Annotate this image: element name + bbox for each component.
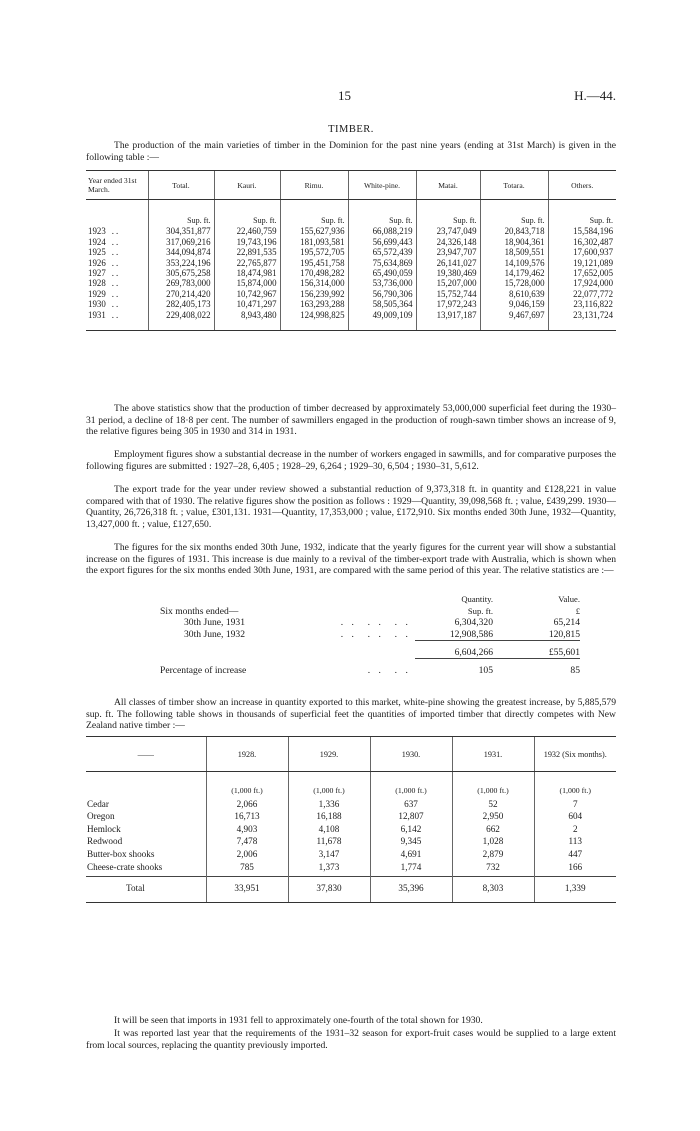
- value-cell: 6,142: [370, 823, 452, 836]
- total-cell: 35,396: [370, 877, 452, 903]
- value-cell: [348, 278, 416, 288]
- total-cell: 8,303: [452, 877, 534, 903]
- leader-dots: ..: [111, 226, 121, 237]
- unit-cell: Sup. ft.: [280, 200, 348, 227]
- cell-text: 1927: [88, 268, 106, 279]
- percentage-quantity: 105: [478, 664, 493, 676]
- paragraph-imports-fell: It will be seen that imports in 1931 fell to approximately one-fourth of the total shown for 1930.: [114, 1015, 483, 1026]
- cell-text: 15,584,196: [573, 226, 613, 237]
- value-cell: [416, 299, 480, 309]
- value-header: Value.: [558, 594, 580, 604]
- imports-table: [86, 736, 616, 903]
- value-cell: 1,028: [452, 835, 534, 848]
- value-cell: [280, 310, 348, 331]
- value-cell: [148, 278, 214, 288]
- value-cell: [416, 289, 480, 299]
- value-cell: 16,188: [288, 810, 370, 823]
- year-cell: [86, 268, 148, 278]
- total-quantity: 6,604,266: [454, 646, 493, 658]
- unit-cell: Sup. ft.: [148, 200, 214, 227]
- value-cell: 1,336: [288, 798, 370, 811]
- quantity-unit: Sup. ft.: [467, 605, 493, 616]
- cell-text: 56,790,306: [372, 288, 413, 299]
- value-cell: [348, 226, 416, 236]
- total-cell: 1,339: [534, 877, 616, 903]
- cell-text: 19,743,196: [236, 236, 277, 247]
- unit-cell: [86, 772, 206, 798]
- unit-cell: Sup. ft.: [548, 200, 616, 227]
- table-row: [86, 289, 616, 299]
- cell-text: 124,998,825: [300, 309, 345, 320]
- table-row: [86, 226, 616, 236]
- unit-cell: Sup. ft.: [480, 200, 548, 227]
- value-cell: [480, 247, 548, 257]
- cell-text: 1923: [88, 226, 106, 237]
- value-cell: [148, 226, 214, 236]
- cell-text: 1930: [88, 299, 106, 310]
- table-row: [86, 278, 616, 288]
- document-reference: H.—44.: [574, 88, 616, 103]
- unit-cell: Sup. ft.: [214, 200, 280, 227]
- value-cell: 2,950: [452, 810, 534, 823]
- cell-text: 23,131,724: [573, 309, 613, 320]
- col-1930: 1930.: [370, 737, 452, 772]
- cell-text: 163,293,288: [300, 299, 345, 310]
- leader-dots: ..: [111, 268, 121, 279]
- value-cell: [148, 310, 214, 331]
- value-cell: [214, 310, 280, 331]
- value-cell: [548, 289, 616, 299]
- table-row: [86, 848, 616, 861]
- value-cell: [480, 258, 548, 268]
- col-item: ——: [86, 737, 206, 772]
- paragraph-fruit-cases: It was reported last year that the requirements of the 1931–32 season for export-fruit cases would be supplied to a large extent from local sources, replacing the quantity previously imported.: [86, 1028, 616, 1051]
- period: 30th June, 1931: [184, 617, 246, 628]
- value-cell: [148, 247, 214, 257]
- six-months-totals: [160, 647, 580, 659]
- value-cell: [148, 258, 214, 268]
- col-1932: 1932 (Six months).: [534, 737, 616, 772]
- cell-text: 18,474,981: [236, 268, 277, 279]
- value-cell: [548, 299, 616, 309]
- table-row: [86, 258, 616, 268]
- paragraph-imports: All classes of timber show an increase in quantity exported to this market, white-pine showing the greatest increase, by 5,885,579 sup. ft. The following table shows in thousands of superficial feet the quantities of imported timber that directly competes with New Zealand native timber :—: [86, 697, 616, 732]
- value-cell: [280, 289, 348, 299]
- unit-cell: (1,000 ft.): [370, 772, 452, 798]
- cell-text: 22,460,759: [236, 226, 277, 237]
- cell-text: 195,451,758: [300, 257, 345, 268]
- value-cell: [280, 226, 348, 236]
- cell-text: 56,699,443: [372, 236, 413, 247]
- unit-row: [86, 200, 616, 227]
- cell-text: 170,498,282: [300, 268, 345, 279]
- six-months-label: Six months ended—: [160, 605, 239, 617]
- year-cell: [86, 226, 148, 236]
- value-cell: 447: [534, 848, 616, 861]
- cell-text: 181,093,581: [300, 236, 345, 247]
- value-cell: 604: [534, 810, 616, 823]
- unit-cell: (1,000 ft.): [452, 772, 534, 798]
- paragraph-six-months: The figures for the six months ended 30th June, 1932, indicate that the yearly figures for the current year will show a substantial increase on the figures of 1931. This increase is due mainly to a revival of the timber-export trade with Australia, which is shown when the export figures for the six months ended 30th June, 1931, are compared with the same period of this year. The relative statistics are :—: [86, 542, 616, 577]
- year-cell: [86, 310, 148, 331]
- cell-text: 304,351,877: [166, 226, 211, 237]
- paragraph-export: The export trade for the year under review showed a substantial reduction of 9,373,318 ft. in quantity and £128,221 in value compared with that of 1930. The relative figures show the position as follows : 1929—Quantity, 39,098,568 ft. ; value, £439,299. 1930—Quantity, 26,726,318 ft. ; value, £301,131. 1931—Quantity, 17,353,000 ; value, £172,910. Six months ended 30th June, 1932—Quantity, 13,427,000 ft. ; value, £127,650.: [86, 484, 616, 530]
- value-cell: [480, 226, 548, 236]
- leader-dots: ..: [111, 309, 121, 320]
- cell-text: 22,765,877: [236, 257, 277, 268]
- value-cell: [416, 310, 480, 331]
- cell-text: 15,752,744: [436, 288, 477, 299]
- value-cell: [214, 237, 280, 247]
- value-cell: [548, 226, 616, 236]
- cell-text: 13,917,187: [436, 309, 477, 320]
- value-cell: [416, 237, 480, 247]
- value-cell: [348, 247, 416, 257]
- cell-text: 156,314,000: [300, 278, 345, 289]
- year-cell: [86, 289, 148, 299]
- cell-text: 1929: [88, 288, 106, 299]
- cell-text: 17,652,005: [573, 268, 613, 279]
- value-cell: 2: [534, 823, 616, 836]
- value-cell: [148, 289, 214, 299]
- cell-text: 195,572,705: [300, 247, 345, 258]
- col-white-pine: White-pine.: [348, 171, 416, 200]
- col-1929: 1929.: [288, 737, 370, 772]
- value-cell: 2,066: [206, 798, 288, 811]
- item-cell: Hemlock: [87, 823, 121, 834]
- col-total: Total.: [148, 171, 214, 200]
- quantity-header: Quantity.: [461, 594, 493, 604]
- value-cell: [480, 268, 548, 278]
- quantity: 12,908,586: [449, 628, 493, 640]
- value-cell: 2,006: [206, 848, 288, 861]
- value-cell: [548, 258, 616, 268]
- value-cell: 637: [370, 798, 452, 811]
- cell-text: 23,947,707: [436, 247, 477, 258]
- value-cell: [480, 310, 548, 331]
- section-title: TIMBER.: [328, 124, 374, 135]
- cell-text: 15,874,000: [236, 278, 277, 289]
- cell-text: 58,505,364: [372, 299, 413, 310]
- cell-text: 66,088,219: [372, 226, 413, 237]
- value-cell: [416, 278, 480, 288]
- value-cell: [548, 247, 616, 257]
- total-label: Total: [86, 877, 206, 903]
- production-table-header: [86, 171, 616, 200]
- page-number: 15: [338, 88, 351, 103]
- percentage-value: 85: [570, 664, 580, 676]
- col-1931: 1931.: [452, 737, 534, 772]
- unit-cell: (1,000 ft.): [288, 772, 370, 798]
- value-cell: [348, 299, 416, 309]
- unit-cell: Sup. ft.: [416, 200, 480, 227]
- item-cell: Cedar: [87, 798, 109, 809]
- cell-text: 8,610,639: [509, 288, 545, 299]
- cell-text: 20,843,718: [504, 226, 545, 237]
- cell-text: 19,121,089: [573, 257, 613, 268]
- value-cell: [480, 299, 548, 309]
- cell-text: 305,675,258: [166, 268, 211, 279]
- year-cell: [86, 278, 148, 288]
- cell-text: 23,116,822: [573, 299, 613, 310]
- col-year: Year ended 31st March.: [86, 171, 148, 200]
- col-rimu: Rimu.: [280, 171, 348, 200]
- cell-text: 15,207,000: [436, 278, 477, 289]
- value-cell: 2,879: [452, 848, 534, 861]
- item-cell: Butter-box shooks: [87, 848, 155, 859]
- value-cell: [214, 258, 280, 268]
- cell-text: 10,471,297: [236, 299, 277, 310]
- value-cell: [348, 289, 416, 299]
- unit-row: [86, 772, 616, 798]
- cell-text: 17,600,937: [573, 247, 613, 258]
- leader-dots: ..: [111, 299, 121, 310]
- value-cell: 113: [534, 835, 616, 848]
- intro-paragraph: The production of the main varieties of timber in the Dominion for the past nine years (ending at 31st March) is given in the following table :—: [86, 140, 616, 163]
- cell-text: 16,302,487: [573, 236, 613, 247]
- item-cell: Oregon: [87, 811, 115, 822]
- cell-text: 17,924,000: [573, 278, 613, 289]
- year-cell: [86, 247, 148, 257]
- value-cell: 4,691: [370, 848, 452, 861]
- value-cell: [214, 289, 280, 299]
- cell-text: 9,467,697: [509, 309, 545, 320]
- value-cell: [280, 299, 348, 309]
- value-cell: [280, 258, 348, 268]
- col-matai: Matai.: [416, 171, 480, 200]
- total-row: [86, 877, 616, 903]
- value-cell: [348, 310, 416, 331]
- value-cell: [214, 268, 280, 278]
- cell-text: 1924: [88, 236, 106, 247]
- table-row: [86, 310, 616, 331]
- imports-table-body: [86, 772, 616, 903]
- table-row: [86, 861, 616, 877]
- unit-cell: Sup. ft.: [348, 200, 416, 227]
- unit-cell: (1,000 ft.): [206, 772, 288, 798]
- cell-text: 24,326,148: [436, 236, 477, 247]
- leader-dots: ..: [111, 288, 121, 299]
- value-cell: [280, 237, 348, 247]
- value-cell: [416, 258, 480, 268]
- total-value: £55,601: [548, 646, 580, 658]
- cell-text: 229,408,022: [166, 309, 211, 320]
- cell-text: 10,742,967: [236, 288, 277, 299]
- cell-text: 270,214,420: [166, 288, 211, 299]
- value-cell: 52: [452, 798, 534, 811]
- col-kauri: Kauri.: [214, 171, 280, 200]
- value-cell: 1,774: [370, 861, 452, 877]
- cell-text: 353,224,196: [166, 257, 211, 268]
- value-cell: [416, 268, 480, 278]
- value-cell: 1,373: [288, 861, 370, 877]
- col-1928: 1928.: [206, 737, 288, 772]
- leader-dots: ..: [111, 257, 121, 268]
- year-cell: [86, 237, 148, 247]
- period: 30th June, 1932: [184, 628, 246, 640]
- quantity: 6,304,320: [454, 617, 493, 628]
- cell-text: 49,009,109: [372, 309, 413, 320]
- percentage-label: Percentage of increase: [160, 664, 247, 676]
- value-cell: 3,147: [288, 848, 370, 861]
- table-row: [86, 810, 616, 823]
- value-cell: [148, 299, 214, 309]
- value-cell: 732: [452, 861, 534, 877]
- six-months-row: 30th June, 1931 . . . . . . 6,304,320 65,214: [160, 617, 580, 629]
- value-cell: [280, 268, 348, 278]
- value-cell: [280, 278, 348, 288]
- cell-text: 65,572,439: [372, 247, 413, 258]
- value-cell: [280, 247, 348, 257]
- item-cell: Cheese-crate shooks: [87, 861, 163, 872]
- cell-text: 14,109,576: [504, 257, 545, 268]
- value-cell: [214, 278, 280, 288]
- paragraph-production: The above statistics show that the production of timber decreased by approximately 53,000,000 superficial feet during the 1930–31 period, a decline of 18·8 per cent. The number of sawmillers engaged in the production of rough-sawn timber shows an increase of 9, the relative figures being 305 in 1930 and 314 in 1931.: [86, 403, 616, 438]
- table-row: [86, 823, 616, 836]
- cell-text: 156,239,992: [300, 288, 345, 299]
- percentage-row: Percentage of increase . . . . 105 85: [160, 664, 580, 676]
- value-cell: [480, 278, 548, 288]
- value-cell: 12,807: [370, 810, 452, 823]
- cell-text: 22,891,535: [236, 247, 277, 258]
- year-cell: [86, 258, 148, 268]
- cell-text: 65,490,059: [372, 268, 413, 279]
- paragraph-employment: Employment figures show a substantial decrease in the number of workers engaged in sawmills, and for comparative purposes the following figures are submitted : 1927–28, 6,405 ; 1928–29, 6,264 ; 1929–30, 6,504 ; 1930–31, 5,612.: [86, 449, 616, 472]
- value-cell: [548, 310, 616, 331]
- page-header: [86, 88, 616, 104]
- year-cell: [86, 299, 148, 309]
- leader-dots: ..: [111, 278, 121, 289]
- value-cell: [214, 247, 280, 257]
- value-cell: [148, 268, 214, 278]
- value-cell: [416, 226, 480, 236]
- value-cell: 7: [534, 798, 616, 811]
- cell-text: 1931: [88, 309, 106, 320]
- cell-text: 9,046,159: [509, 299, 545, 310]
- cell-text: 8,943,480: [241, 309, 277, 320]
- table-row: [86, 299, 616, 309]
- cell-text: 53,736,000: [372, 278, 413, 289]
- table-row: [86, 268, 616, 278]
- production-table: [86, 170, 616, 331]
- value-cell: 662: [452, 823, 534, 836]
- value-cell: [348, 268, 416, 278]
- cell-text: 75,634,869: [372, 257, 413, 268]
- value-unit: £: [575, 605, 580, 616]
- leader-dots: ..: [111, 247, 121, 258]
- cell-text: 18,509,551: [504, 247, 545, 258]
- unit-cell: [86, 200, 148, 227]
- table-row: [86, 237, 616, 247]
- value-cell: [348, 237, 416, 247]
- value-cell: 4,108: [288, 823, 370, 836]
- value-cell: 785: [206, 861, 288, 877]
- cell-text: 269,783,000: [166, 278, 211, 289]
- value-cell: 11,678: [288, 835, 370, 848]
- cell-text: 17,972,243: [436, 299, 477, 310]
- value: 65,214: [553, 617, 580, 628]
- cell-text: 317,069,216: [166, 236, 211, 247]
- cell-text: 15,728,000: [504, 278, 545, 289]
- value-cell: 7,478: [206, 835, 288, 848]
- six-months-row: 30th June, 1932 . . . . . . 12,908,586 120,815: [160, 629, 580, 641]
- table-row: [86, 798, 616, 811]
- cell-text: 26,141,027: [436, 257, 477, 268]
- cell-text: 282,405,173: [166, 299, 211, 310]
- leader-dots: ..: [111, 236, 121, 247]
- value-cell: [480, 289, 548, 299]
- cell-text: 1928: [88, 278, 106, 289]
- cell-text: 1925: [88, 247, 106, 258]
- value-cell: [416, 247, 480, 257]
- value-cell: [214, 226, 280, 236]
- table-row: [86, 835, 616, 848]
- col-others: Others.: [548, 171, 616, 200]
- total-cell: 33,951: [206, 877, 288, 903]
- cell-text: 22,077,772: [573, 288, 613, 299]
- item-cell: Redwood: [87, 836, 123, 847]
- value-cell: [548, 237, 616, 247]
- imports-table-header: [86, 737, 616, 772]
- cell-text: 1926: [88, 257, 106, 268]
- value-cell: [348, 258, 416, 268]
- table-row: [86, 247, 616, 257]
- six-months-table: [160, 594, 580, 676]
- cell-text: 155,627,936: [300, 226, 345, 237]
- production-table-body: [86, 200, 616, 331]
- col-totara: Totara.: [480, 171, 548, 200]
- total-cell: 37,830: [288, 877, 370, 903]
- value-cell: [548, 278, 616, 288]
- cell-text: 14,179,462: [504, 268, 545, 279]
- value-cell: [480, 237, 548, 247]
- unit-cell: (1,000 ft.): [534, 772, 616, 798]
- value-cell: [548, 268, 616, 278]
- cell-text: 19,380,469: [436, 268, 477, 279]
- value-cell: 166: [534, 861, 616, 877]
- cell-text: 18,904,361: [504, 236, 545, 247]
- value-cell: 16,713: [206, 810, 288, 823]
- value-cell: [148, 237, 214, 247]
- cell-text: 344,094,874: [166, 247, 211, 258]
- value-cell: 9,345: [370, 835, 452, 848]
- cell-text: 23,747,049: [436, 226, 477, 237]
- value-cell: [214, 299, 280, 309]
- value: 120,815: [548, 628, 580, 640]
- value-cell: 4,903: [206, 823, 288, 836]
